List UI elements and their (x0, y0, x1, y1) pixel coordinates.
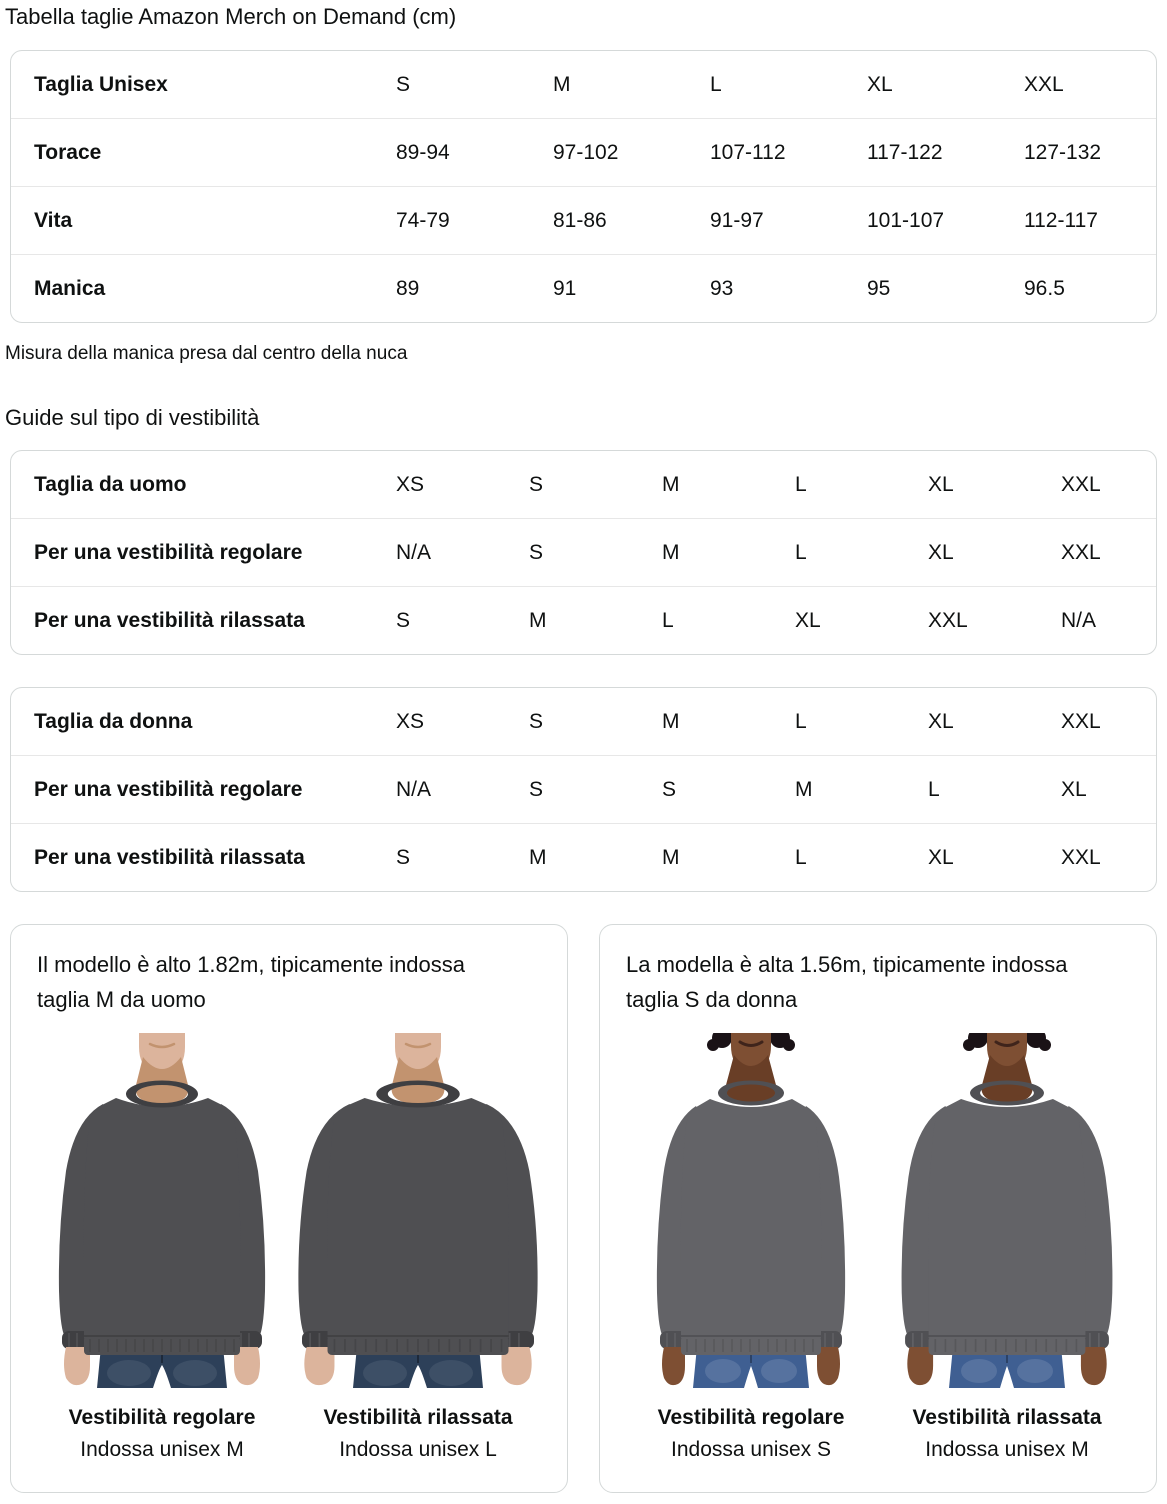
table-cell: XL (1061, 777, 1087, 801)
figure-male-relaxed (293, 1033, 543, 1462)
male-figures (37, 1033, 549, 1462)
table-cell: 107-112 (710, 140, 786, 164)
table-cell: XS (396, 709, 425, 733)
model-photo-female-regular (626, 1033, 876, 1388)
table-row (11, 755, 1156, 823)
table-cell: L (795, 845, 807, 869)
size-chart-page (0, 4, 1167, 1493)
table-cell: M (662, 845, 680, 869)
model-photo-male-relaxed (293, 1033, 543, 1388)
table-cell: L (795, 540, 807, 564)
table-cell: XL (928, 845, 954, 869)
table-cell: M (553, 72, 571, 96)
table-cell: XS (396, 472, 425, 496)
fit-guide-heading: Guide sul tipo di vestibilità (5, 405, 260, 430)
table-cell: M (795, 777, 813, 801)
table-row (11, 254, 1156, 322)
row-label: Manica (34, 276, 106, 300)
table-cell: S (529, 777, 544, 801)
row-label: Per una vestibilità rilassata (34, 845, 305, 869)
unisex-size-table (10, 50, 1157, 323)
table-row (11, 118, 1156, 186)
female-model-description: La modella è alta 1.56m, tipicamente indossa taglia S da donna (626, 952, 1068, 1012)
row-label: Per una vestibilità regolare (34, 540, 303, 564)
table-cell: 127-132 (1024, 140, 1102, 164)
table-cell: XL (928, 472, 954, 496)
table-cell: 95 (867, 276, 891, 300)
table-cell: S (662, 777, 677, 801)
table-cell: S (529, 709, 544, 733)
size-label: Indossa unisex M (80, 1438, 244, 1461)
row-label: Taglia Unisex (34, 72, 168, 96)
fit-label: Vestibilità regolare (68, 1406, 256, 1429)
table-cell: L (795, 709, 807, 733)
table-cell: M (662, 472, 680, 496)
fit-label: Vestibilità rilassata (323, 1406, 513, 1429)
table-cell: N/A (396, 540, 432, 564)
table-cell: L (662, 608, 674, 632)
row-label: Vita (34, 208, 73, 232)
table-cell: 112-117 (1024, 208, 1098, 232)
table-cell: XL (928, 709, 954, 733)
table-cell: L (710, 72, 722, 96)
table-cell: S (529, 540, 544, 564)
table-row (11, 518, 1156, 586)
row-label: Taglia da donna (34, 709, 193, 733)
table-row (11, 823, 1156, 891)
table-cell: 91-97 (710, 208, 764, 232)
male-model-description: Il modello è alto 1.82m, tipicamente indossa taglia M da uomo (37, 952, 466, 1012)
figure-female-regular (626, 1033, 876, 1462)
table-cell: M (529, 845, 547, 869)
male-model-card (10, 924, 568, 1493)
table-row (11, 186, 1156, 254)
table-cell: 81-86 (553, 208, 607, 232)
table-cell: S (396, 72, 411, 96)
model-cards (10, 924, 1157, 1493)
table-cell: 89 (396, 276, 420, 300)
table-row (11, 688, 1156, 755)
figure-female-relaxed (882, 1033, 1132, 1462)
table-cell: 74-79 (396, 208, 450, 232)
mens-fit-table (10, 450, 1157, 655)
table-cell: XXL (928, 608, 968, 632)
table-cell: 93 (710, 276, 734, 300)
table-cell: XL (928, 540, 954, 564)
table-cell: 117-122 (867, 140, 943, 164)
female-model-card (599, 924, 1157, 1493)
table-cell: XL (867, 72, 893, 96)
table-cell: 89-94 (396, 140, 450, 164)
table-cell: 96.5 (1024, 276, 1065, 300)
table-cell: XXL (1061, 540, 1101, 564)
sleeve-measure-note: Misura della manica presa dal centro della nuca (5, 343, 408, 364)
table-cell: 91 (553, 276, 577, 300)
size-label: Indossa unisex M (925, 1438, 1089, 1461)
table-cell: N/A (396, 777, 432, 801)
table-cell: S (529, 472, 544, 496)
figure-male-regular (37, 1033, 287, 1462)
row-label: Torace (34, 140, 102, 164)
table-cell: M (662, 540, 680, 564)
table-cell: L (795, 472, 807, 496)
table-cell: M (529, 608, 547, 632)
table-row (11, 586, 1156, 654)
table-cell: 97-102 (553, 140, 619, 164)
table-cell: N/A (1061, 608, 1097, 632)
row-label: Per una vestibilità rilassata (34, 608, 305, 632)
table-cell: L (928, 777, 940, 801)
row-label: Taglia da uomo (34, 472, 187, 496)
female-figures (626, 1033, 1138, 1462)
table-cell: 101-107 (867, 208, 945, 232)
table-row (11, 451, 1156, 518)
womens-fit-table (10, 687, 1157, 892)
page-title: Tabella taglie Amazon Merch on Demand (cm) (5, 4, 457, 29)
size-label: Indossa unisex L (339, 1438, 497, 1461)
fit-label: Vestibilità regolare (657, 1406, 845, 1429)
row-label: Per una vestibilità regolare (34, 777, 303, 801)
table-cell: S (396, 845, 411, 869)
table-cell: XXL (1024, 72, 1064, 96)
table-cell: S (396, 608, 411, 632)
table-cell: XXL (1061, 472, 1101, 496)
table-cell: XL (795, 608, 821, 632)
model-photo-female-relaxed (882, 1033, 1132, 1388)
table-row (11, 51, 1156, 118)
size-label: Indossa unisex S (671, 1438, 831, 1461)
table-cell: M (662, 709, 680, 733)
table-cell: XXL (1061, 709, 1101, 733)
fit-label: Vestibilità rilassata (912, 1406, 1102, 1429)
model-photo-male-regular (37, 1033, 287, 1388)
table-cell: XXL (1061, 845, 1101, 869)
